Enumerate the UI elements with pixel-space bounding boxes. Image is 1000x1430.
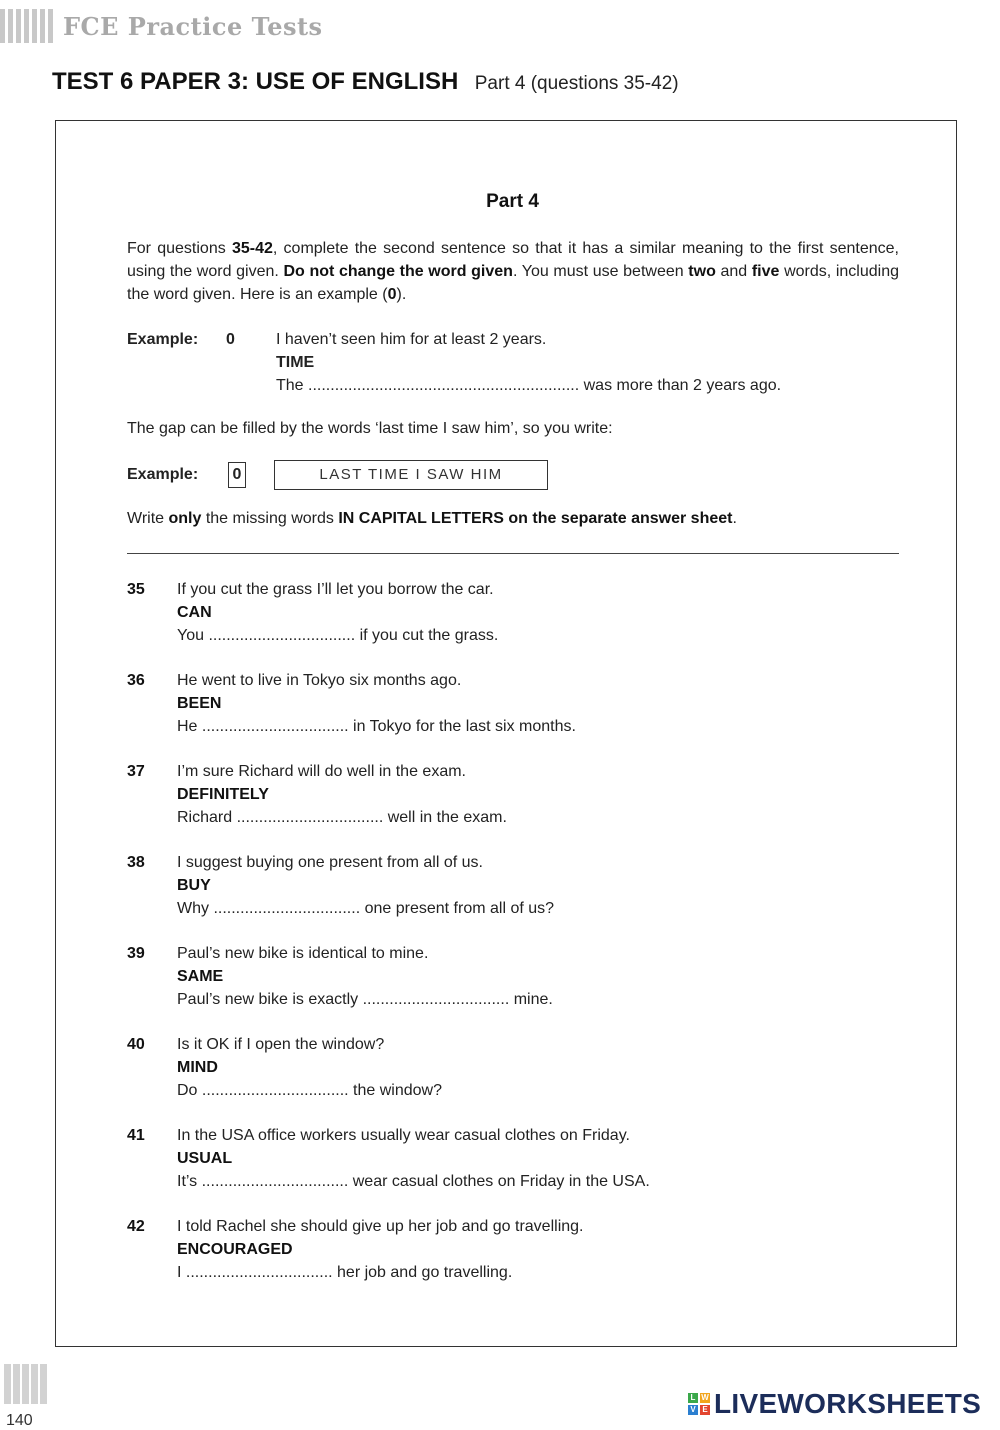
test-title-main: TEST 6 PAPER 3: USE OF ENGLISH bbox=[52, 68, 459, 95]
question-sentence: In the USA office workers usually wear casual clothes on Friday. bbox=[177, 1127, 630, 1144]
page-bars-decoration bbox=[4, 1364, 60, 1404]
question-sentence: Paul’s new bike is identical to mine. bbox=[177, 945, 429, 962]
question-completion: Why ................................. one present from all of us? bbox=[177, 900, 555, 917]
write-only-text-3: . bbox=[732, 510, 737, 527]
instructions-text-6: ). bbox=[396, 286, 407, 303]
logo-cell: W bbox=[701, 1393, 709, 1402]
question-number: 36 bbox=[127, 672, 145, 689]
question-body bbox=[177, 760, 507, 829]
question-keyword: ENCOURAGED bbox=[177, 1241, 293, 1258]
question-keyword: BEEN bbox=[177, 695, 222, 712]
question-completion: He ................................. in Tokyo for the last six months. bbox=[177, 718, 576, 735]
series-title: FCE Practice Tests bbox=[63, 11, 323, 41]
write-only-text-2: the missing words bbox=[201, 510, 339, 527]
question-number: 37 bbox=[127, 763, 145, 780]
question-keyword: USUAL bbox=[177, 1150, 233, 1167]
question-number: 42 bbox=[127, 1218, 145, 1235]
question-completion: Paul’s new bike is exactly ................................. mine. bbox=[177, 991, 553, 1008]
example-number: 0 bbox=[226, 331, 235, 348]
question-completion: You ................................. if you cut the grass. bbox=[177, 627, 499, 644]
instructions-min-words: two bbox=[688, 263, 716, 280]
question-sentence: Is it OK if I open the window? bbox=[177, 1036, 385, 1053]
instructions-text-1: For questions bbox=[127, 240, 232, 257]
question-keyword: DEFINITELY bbox=[177, 786, 269, 803]
gap-explanation: The gap can be filled by the words ‘last time I saw him’, so you write: bbox=[127, 420, 613, 437]
question-number: 39 bbox=[127, 945, 145, 962]
section-divider bbox=[127, 553, 899, 554]
question-number: 41 bbox=[127, 1127, 145, 1144]
question-completion: Do ................................. the window? bbox=[177, 1082, 442, 1099]
logo-cell: V bbox=[688, 1405, 698, 1415]
test-title bbox=[52, 68, 679, 96]
logo-cell: L bbox=[688, 1393, 698, 1403]
example-answer-label: Example: bbox=[127, 466, 199, 483]
question-completion: I ................................. her job and go travelling. bbox=[177, 1264, 513, 1281]
example-answer-number-box: 0 bbox=[228, 462, 246, 488]
liveworksheets-logo-icon bbox=[688, 1393, 710, 1415]
example-label: Example: bbox=[127, 331, 199, 348]
example-body bbox=[276, 328, 781, 397]
question-body bbox=[177, 1033, 442, 1102]
instructions-max-words: five bbox=[751, 263, 780, 280]
series-bars-decoration bbox=[0, 9, 53, 43]
question-body bbox=[177, 851, 554, 920]
question-sentence: If you cut the grass I’ll let you borrow the car. bbox=[177, 581, 494, 598]
liveworksheets-brand[interactable] bbox=[688, 1388, 981, 1420]
page-number: 140 bbox=[6, 1412, 33, 1429]
series-header bbox=[0, 8, 323, 44]
question-keyword: CAN bbox=[177, 604, 212, 621]
write-only-emphasis-only: only bbox=[168, 510, 202, 527]
instructions-text-3: . You must use between bbox=[512, 263, 689, 280]
liveworksheets-wordmark: LIVEWORKSHEETS bbox=[714, 1388, 982, 1419]
question-sentence: He went to live in Tokyo six months ago. bbox=[177, 672, 462, 689]
example-completion: The ............................................................. was more than 2 years ago. bbox=[276, 377, 782, 394]
question-sentence: I’m sure Richard will do well in the exam. bbox=[177, 763, 466, 780]
question-number: 38 bbox=[127, 854, 145, 871]
question-keyword: BUY bbox=[177, 877, 211, 894]
instructions-example-ref: 0 bbox=[387, 286, 397, 303]
question-body bbox=[177, 942, 553, 1011]
question-body bbox=[177, 1124, 650, 1193]
write-only-text-1: Write bbox=[127, 510, 169, 527]
logo-cell: E bbox=[700, 1405, 710, 1415]
instructions-question-range: 35-42 bbox=[231, 240, 273, 257]
question-body bbox=[177, 578, 498, 647]
part-heading: Part 4 bbox=[486, 191, 539, 212]
question-sentence: I suggest buying one present from all of us. bbox=[177, 854, 483, 871]
question-completion: Richard ................................. well in the exam. bbox=[177, 809, 507, 826]
example-sentence: I haven’t seen him for at least 2 years. bbox=[276, 331, 547, 348]
example-answer-box: LAST TIME I SAW HIM bbox=[274, 460, 548, 490]
instructions-text-2: , complete the second sentence so that it has a similar meaning to the first sentence, using the word given. bbox=[127, 240, 900, 280]
question-sentence: I told Rachel she should give up her job and go travelling. bbox=[177, 1218, 584, 1235]
write-only-instruction bbox=[127, 510, 737, 528]
question-completion: It’s ................................. wear casual clothes on Friday in the USA. bbox=[177, 1173, 650, 1190]
instructions-text-5: words, including the word given. Here is an example ( bbox=[127, 263, 899, 303]
question-body bbox=[177, 1215, 583, 1284]
question-body bbox=[177, 669, 576, 738]
question-number: 40 bbox=[127, 1036, 145, 1053]
instructions-do-not-change: Do not change the word given bbox=[283, 263, 513, 280]
question-number: 35 bbox=[127, 581, 145, 598]
example-keyword: TIME bbox=[276, 354, 315, 371]
test-title-sub: Part 4 (questions 35-42) bbox=[474, 73, 679, 94]
page-footer bbox=[0, 1364, 60, 1429]
write-only-emphasis-capitals: IN CAPITAL LETTERS on the separate answer sheet bbox=[338, 510, 733, 527]
instructions-text-4: and bbox=[715, 263, 752, 280]
question-keyword: MIND bbox=[177, 1059, 218, 1076]
instructions bbox=[127, 237, 899, 306]
question-keyword: SAME bbox=[177, 968, 224, 985]
